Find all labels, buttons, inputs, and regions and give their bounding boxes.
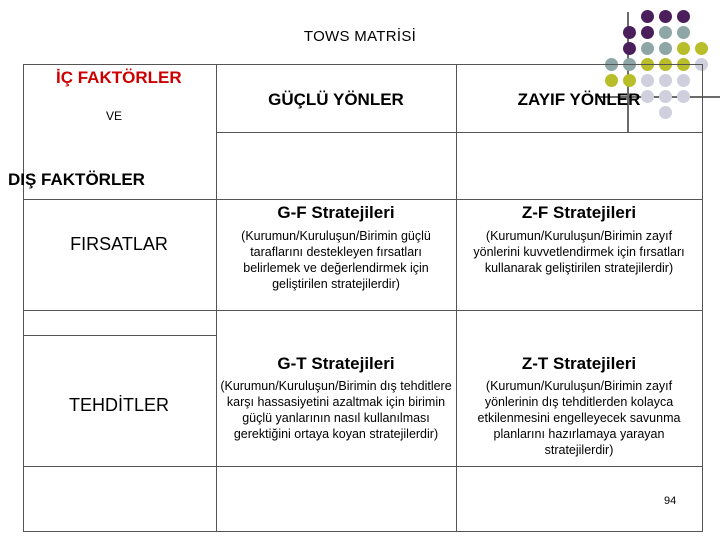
opportunities-header: FIRSATLAR xyxy=(70,234,168,254)
column-divider xyxy=(456,65,457,531)
and-label: VE xyxy=(106,109,123,123)
so-strategy-description: (Kurumun/Kuruluşun/Birimin güçlü taraflarını destekleyen fırsatları belirlemek ve değerlendirmek için geliştirilen stratejilerdir) xyxy=(241,229,431,291)
strengths-header: GÜÇLÜ YÖNLER xyxy=(268,90,404,109)
wo-strategy-description: (Kurumun/Kuruluşun/Birimin zayıf yönlerini kuvvetlendirmek için fırsatları kullanarak geliştirilen stratejilerdir) xyxy=(473,229,685,275)
weaknesses-header: ZAYIF YÖNLER xyxy=(517,90,641,109)
row-divider xyxy=(24,310,702,311)
row-divider xyxy=(24,466,702,467)
st-strategy-title: G-T Stratejileri xyxy=(277,354,395,373)
internal-factors-label: İÇ FAKTÖRLER xyxy=(56,68,182,87)
row-divider xyxy=(24,199,702,200)
wo-strategy-title: Z-F Stratejileri xyxy=(521,203,637,222)
tows-matrix-table xyxy=(23,64,703,532)
so-strategy-title: G-F Stratejileri xyxy=(277,203,395,222)
external-factors-label: DIŞ FAKTÖRLER xyxy=(8,170,145,189)
wt-strategy-description: (Kurumun/Kuruluşun/Birimin zayıf yönlerinin dış tehditlerden kolayca etkilenmesini engelleyecek savunma planlarını hazırlamaya yarayan stratejilerdir) xyxy=(477,379,681,457)
threats-header: TEHDİTLER xyxy=(68,395,169,415)
wt-strategy-title: Z-T Stratejileri xyxy=(521,354,637,373)
decorative-dot xyxy=(659,10,672,23)
column-divider xyxy=(216,65,217,531)
st-strategy-description: (Kurumun/Kuruluşun/Birimin dış tehditlere karşı hassasiyetini azaltmak için birimin güçlü yanlarının nasıl kullanılması gerektiğini ortaya koyan stratejilerdir) xyxy=(220,379,452,441)
decorative-dot xyxy=(677,10,690,23)
page-number: 94 xyxy=(664,495,677,507)
page-title: TOWS MATRİSİ xyxy=(303,28,417,45)
decorative-dot xyxy=(641,10,654,23)
row-divider xyxy=(216,132,702,133)
row-divider xyxy=(24,335,216,336)
